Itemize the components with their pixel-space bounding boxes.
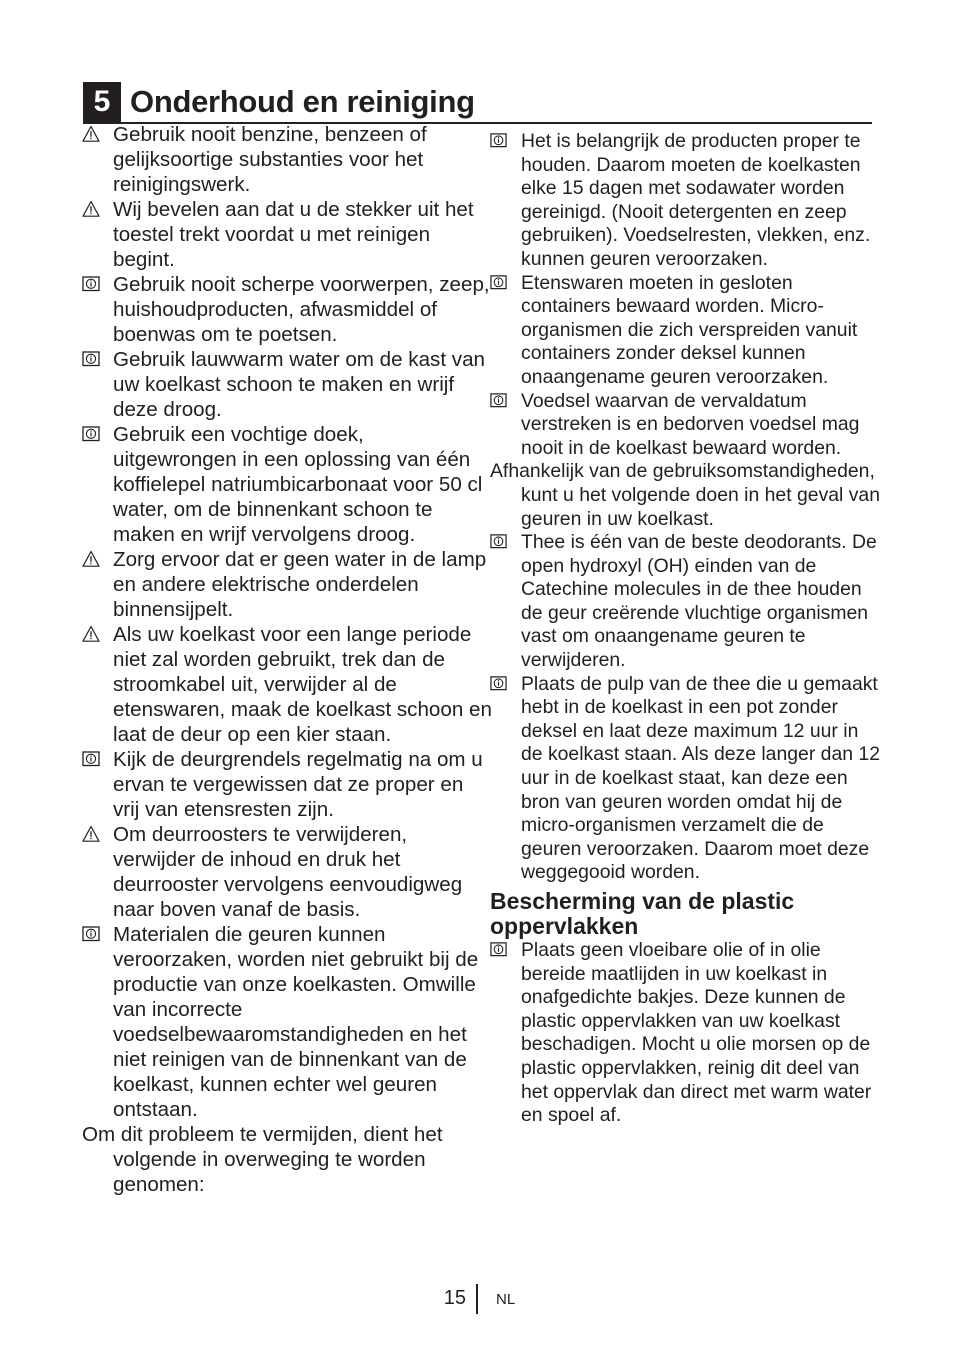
list-item	[490, 130, 880, 272]
list-item-text: Kijk de deurgrendels regelmatig na om u ervan te vergewissen dat ze proper en vrij van etensresten zijn.	[113, 748, 483, 821]
list-item-text: Om deurroosters te verwijderen, verwijder de inhoud en druk het deurrooster vervolgens eenvoudigweg naar boven vanaf de basis.	[113, 823, 463, 921]
plastic-protection-heading: Bescherming van de plastic oppervlakken	[490, 888, 795, 939]
right-column	[490, 130, 880, 1128]
list-item	[490, 272, 880, 390]
info-icon	[490, 533, 507, 550]
right-intro-paragraph: Afhankelijk van de gebruiksomstandigheden, kunt u het volgende doen in het geval van geuren in uw koelkast.	[490, 460, 881, 530]
list-item-text: Voedsel waarvan de vervaldatum verstreken is en bedorven voedsel mag nooit in de koelkast bewaard worden.	[521, 389, 860, 459]
warning-icon	[82, 125, 100, 143]
list-item	[490, 673, 880, 885]
left-item-list	[82, 122, 492, 1122]
list-item-text: Gebruik lauwwarm water om de kast van uw koelkast schoon te maken en wrijf deze droog.	[113, 348, 485, 421]
info-icon	[82, 750, 100, 768]
list-item	[490, 939, 880, 1128]
warning-icon	[82, 825, 100, 843]
list-item	[82, 822, 492, 922]
list-item-text: Als uw koelkast voor een lange periode niet zal worden gebruikt, trek dan de stroomkabel uit, verwijder al de etenswaren, maak de koelkast schoon en laat de deur op een kier staan.	[113, 623, 492, 746]
section-number: 5	[83, 82, 121, 122]
list-item-text: Gebruik nooit scherpe voorwerpen, zeep, huishoudproducten, afwasmiddel of boenwas om te poetsen.	[113, 273, 490, 346]
warning-icon	[82, 625, 100, 643]
info-icon	[490, 392, 507, 409]
section-heading	[83, 82, 872, 124]
language-code: NL	[496, 1291, 516, 1308]
list-item	[82, 122, 492, 197]
list-item	[82, 922, 492, 1122]
warning-icon	[82, 200, 100, 218]
info-icon	[82, 275, 100, 293]
list-item-text: Gebruik nooit benzine, benzeen of gelijksoortige substanties voor het reinigingswerk.	[113, 123, 427, 196]
info-icon	[490, 675, 507, 692]
list-item-text: Wij bevelen aan dat u de stekker uit het toestel trekt voordat u met reinigen begint.	[113, 198, 474, 271]
list-item-text: Het is belangrijk de producten proper te houden. Daarom moeten de koelkasten elke 15 dagen met sodawater worden gereinigd. (Nooit detergenten en zeep gebruiken). Voedselresten, vlekken, enz. kunnen geuren veroorzaken.	[521, 130, 871, 270]
page-number: 15	[443, 1287, 466, 1309]
list-item	[82, 747, 492, 822]
list-item	[490, 531, 880, 673]
left-column	[82, 122, 492, 1197]
info-icon	[490, 941, 507, 958]
list-item-text: Thee is één van de beste deodorants. De open hydroxyl (OH) einden van de Catechine molecules in de thee houden de geur creërende vluchtige organismen vast om onaangename geuren te verwijderen.	[521, 531, 877, 672]
right-item-list-c	[490, 939, 880, 1128]
list-item-text: Materialen die geuren kunnen veroorzaken, worden niet gebruikt bij de productie van onze koelkasten. Omwille van incorrecte voedselbewaaromstandigheden en het niet reinigen van de binnenkant van de koelkast, kunnen echter wel geuren ontstaan.	[113, 923, 479, 1121]
list-item	[82, 547, 492, 622]
left-closing-paragraph: Om dit probleem te vermijden, dient het volgende in overweging te worden genomen:	[82, 1123, 443, 1196]
list-item	[490, 390, 880, 461]
list-item	[82, 272, 492, 347]
list-item-text: Zorg ervoor dat er geen water in de lamp en andere elektrische onderdelen binnensijpelt.	[113, 548, 487, 621]
footer-divider	[476, 1284, 478, 1314]
right-item-list-a	[490, 130, 880, 460]
info-icon	[490, 132, 507, 149]
list-item	[82, 622, 492, 747]
warning-icon	[82, 550, 100, 568]
list-item	[82, 197, 492, 272]
info-icon	[490, 274, 507, 291]
info-icon	[82, 425, 100, 443]
info-icon	[82, 925, 100, 943]
info-icon	[82, 350, 100, 368]
section-title: Onderhoud en reiniging	[130, 84, 475, 119]
list-item-text: Plaats de pulp van de thee die u gemaakt hebt in de koelkast in een pot zonder deksel en laat deze maximum 12 uur in de koelkast staan. Als deze langer dan 12 uur in de koelkast staat, kan deze een bron van geuren worden omdat hij de micro-organismen verzamelt die de geuren veroorzaken. Daarom moet deze weggegooid worden.	[521, 672, 880, 884]
list-item	[82, 422, 492, 547]
page-footer	[0, 1284, 954, 1314]
list-item-text: Etenswaren moeten in gesloten containers bewaard worden. Micro-organismen die zich verspreiden vanuit containers zonder deksel kunnen onaangename geuren veroorzaken.	[521, 271, 858, 388]
list-item-text: Gebruik een vochtige doek, uitgewrongen in een oplossing van één koffielepel natriumbicarbonaat voor 50 cl water, om de binnenkant schoon te maken en wrijf vervolgens droog.	[113, 423, 483, 546]
list-item	[82, 347, 492, 422]
list-item-text: Plaats geen vloeibare olie of in olie bereide maatlijden in uw koelkast in onafgedichte bakjes. Deze kunnen de plastic oppervlakken van uw koelkast beschadigen. Mocht u olie morsen op de plastic oppervlakken, reinig dit deel van het oppervlak dan direct met warm water en spoel af.	[521, 939, 872, 1127]
right-item-list-b	[490, 531, 880, 885]
